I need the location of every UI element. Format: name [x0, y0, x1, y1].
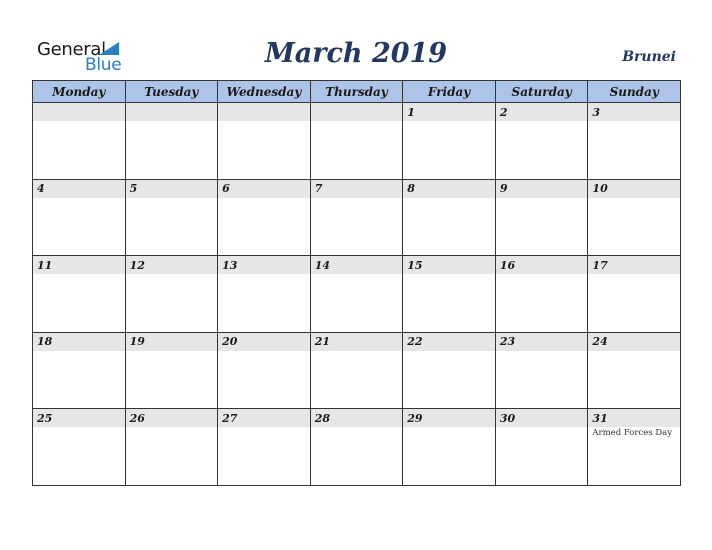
day-cell	[218, 256, 311, 333]
day-cell	[126, 409, 219, 486]
weekday-header-monday: Monday	[33, 81, 126, 103]
day-cell	[403, 256, 496, 333]
weekday-header-wednesday: Wednesday	[218, 81, 311, 103]
day-number: 20	[218, 333, 310, 351]
day-cell	[496, 409, 589, 486]
day-number: 24	[588, 333, 680, 351]
logo-text-blue: Blue	[85, 55, 122, 75]
day-number: 10	[588, 180, 680, 198]
calendar-title: March 2019	[264, 38, 448, 69]
day-number	[218, 103, 310, 121]
day-number: 3	[588, 103, 680, 121]
day-number: 28	[311, 409, 403, 427]
day-cell	[403, 333, 496, 410]
day-number: 22	[403, 333, 495, 351]
day-cell	[588, 409, 681, 486]
day-cell	[218, 333, 311, 410]
day-cell	[33, 103, 126, 180]
day-number: 25	[33, 409, 125, 427]
day-number: 30	[496, 409, 588, 427]
day-cell	[496, 103, 589, 180]
day-number: 29	[403, 409, 495, 427]
day-cell	[33, 180, 126, 257]
day-number: 11	[33, 256, 125, 274]
day-cell	[496, 180, 589, 257]
day-cell	[403, 103, 496, 180]
day-number: 26	[126, 409, 218, 427]
day-cell	[588, 256, 681, 333]
day-number: 15	[403, 256, 495, 274]
day-number: 7	[311, 180, 403, 198]
day-number: 14	[311, 256, 403, 274]
weekday-header-tuesday: Tuesday	[126, 81, 219, 103]
weekday-header-sunday: Sunday	[588, 81, 681, 103]
day-cell	[311, 103, 404, 180]
day-number: 6	[218, 180, 310, 198]
day-cell	[496, 256, 589, 333]
day-number: 12	[126, 256, 218, 274]
day-cell	[126, 333, 219, 410]
day-cell	[311, 333, 404, 410]
day-cell	[403, 409, 496, 486]
day-cell	[311, 180, 404, 257]
calendar-grid	[32, 80, 681, 486]
weekday-header-saturday: Saturday	[496, 81, 589, 103]
day-number: 27	[218, 409, 310, 427]
day-cell	[496, 333, 589, 410]
day-cell	[33, 409, 126, 486]
weekday-header-thursday: Thursday	[311, 81, 404, 103]
day-number	[33, 103, 125, 121]
day-number: 9	[496, 180, 588, 198]
holiday-label: Armed Forces Day	[592, 428, 673, 439]
weekday-header-friday: Friday	[403, 81, 496, 103]
day-cell	[218, 103, 311, 180]
day-number: 31	[588, 409, 680, 427]
day-number: 8	[403, 180, 495, 198]
day-cell	[126, 256, 219, 333]
logo-text-general: General	[37, 39, 106, 60]
day-number: 21	[311, 333, 403, 351]
day-number	[126, 103, 218, 121]
day-number: 19	[126, 333, 218, 351]
day-cell	[403, 180, 496, 257]
day-cell	[588, 333, 681, 410]
day-cell	[126, 103, 219, 180]
day-number: 5	[126, 180, 218, 198]
country-label: Brunei	[622, 49, 676, 65]
day-cell	[33, 256, 126, 333]
day-number: 1	[403, 103, 495, 121]
day-cell	[311, 256, 404, 333]
day-cell	[218, 409, 311, 486]
day-cell	[588, 103, 681, 180]
day-number: 17	[588, 256, 680, 274]
day-cell	[218, 180, 311, 257]
day-number: 18	[33, 333, 125, 351]
day-cell	[588, 180, 681, 257]
day-cell	[33, 333, 126, 410]
day-number	[311, 103, 403, 121]
day-cell	[126, 180, 219, 257]
day-number: 13	[218, 256, 310, 274]
day-number: 16	[496, 256, 588, 274]
day-cell	[311, 409, 404, 486]
day-number: 23	[496, 333, 588, 351]
day-number: 2	[496, 103, 588, 121]
day-number: 4	[33, 180, 125, 198]
